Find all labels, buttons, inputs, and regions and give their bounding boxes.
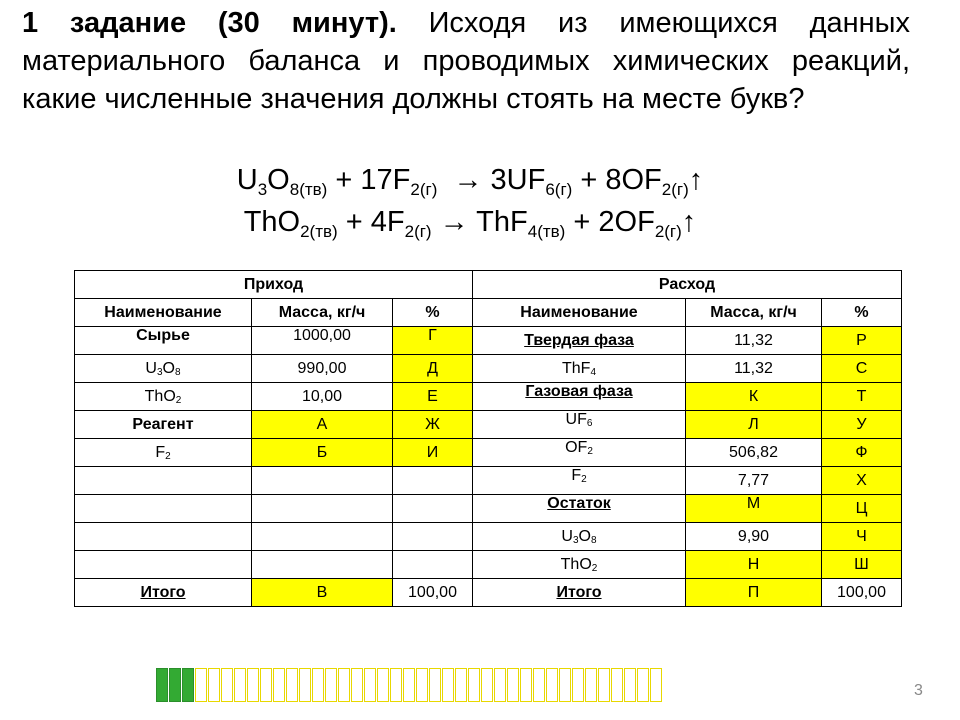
cell-mass: Н (686, 551, 822, 579)
progress-cell (598, 668, 610, 702)
cell-name (473, 523, 686, 551)
cell-mass: 1000,00 (252, 327, 393, 355)
progress-cell (221, 668, 233, 702)
eq-part: + 2OF (565, 206, 655, 238)
cell-pct: С (822, 355, 902, 383)
task-text (22, 4, 910, 118)
cell-mass: 10,00 (252, 383, 393, 411)
formula-sub: 2 (591, 562, 598, 574)
progress-cell (572, 668, 584, 702)
progress-cell (494, 668, 506, 702)
progress-cell (520, 668, 532, 702)
cell-mass: 9,90 (686, 523, 822, 551)
cell-mass: 7,77 (686, 467, 822, 495)
formula-sub: 8 (591, 534, 597, 546)
cell-name (473, 467, 686, 495)
equation-uranium (0, 162, 950, 198)
eq-part: O (267, 164, 290, 196)
progress-cell (585, 668, 597, 702)
progress-cell (351, 668, 363, 702)
progress-cell (260, 668, 272, 702)
formula-part: U (145, 359, 157, 377)
table-row (75, 355, 902, 383)
progress-cell (195, 668, 207, 702)
cell-mass: М (686, 495, 822, 523)
cell-empty (75, 551, 252, 579)
formula-sub: 3 (156, 366, 163, 378)
eq-sub: 2(г) (404, 222, 432, 241)
cell-mass: А (252, 411, 393, 439)
cell-name: Газовая фаза (473, 383, 686, 411)
formula-sub: 8 (175, 366, 181, 378)
formula-part: F (571, 467, 582, 484)
cell-empty (252, 467, 393, 495)
progress-cell (377, 668, 389, 702)
progress-cell (208, 668, 220, 702)
eq-part: + 8OF (572, 164, 662, 196)
eq-part: → 3UF (437, 164, 546, 196)
eq-sub: 2(г) (661, 180, 689, 199)
formula-sub: 3 (572, 534, 579, 546)
cell-pct: Ш (822, 551, 902, 579)
cell-mass: Л (686, 411, 822, 439)
table-total-row (75, 579, 902, 607)
col-name: Наименование (75, 299, 252, 327)
cell-name (473, 411, 686, 439)
cell-pct: И (393, 439, 473, 467)
formula-part: F (155, 443, 166, 461)
formula-part: OF (565, 439, 588, 456)
progress-cell (637, 668, 649, 702)
eq-part: + 17F (327, 164, 411, 196)
formula-sub: 6 (586, 418, 593, 429)
progress-cell (273, 668, 285, 702)
progress-cell (611, 668, 623, 702)
cell-pct: Р (822, 327, 902, 355)
progress-cell (455, 668, 467, 702)
progress-cell (182, 668, 194, 702)
table-row (75, 495, 902, 523)
progress-cell (390, 668, 402, 702)
progress-cell (312, 668, 324, 702)
progress-cell (533, 668, 545, 702)
cell-empty (75, 495, 252, 523)
cell-pct: Т (822, 383, 902, 411)
equation-thorium (0, 204, 950, 240)
cell-pct: Ж (393, 411, 473, 439)
table-row (75, 383, 902, 411)
eq-part: ThO (243, 206, 301, 238)
cell-name (75, 383, 252, 411)
eq-sub: 2(г) (410, 180, 438, 199)
progress-cell (286, 668, 298, 702)
cell-mass: Б (252, 439, 393, 467)
cell-mass: К (686, 383, 822, 411)
eq-sub: 3 (257, 180, 268, 199)
page-number: 3 (914, 682, 923, 699)
cell-name: Реагент (75, 411, 252, 439)
table-row (75, 411, 902, 439)
progress-cell (416, 668, 428, 702)
cell-name: Сырье (75, 327, 252, 355)
eq-sub: 8(тв) (289, 180, 328, 199)
eq-part: U (236, 164, 258, 196)
cell-pct: Ц (822, 495, 902, 523)
table-row (75, 523, 902, 551)
progress-cell (169, 668, 181, 702)
eq-sub: 2(г) (654, 222, 682, 241)
table-row (75, 327, 902, 355)
progress-cell (156, 668, 168, 702)
progress-cell (325, 668, 337, 702)
col-mass: Масса, кг/ч (686, 299, 822, 327)
cell-empty (75, 523, 252, 551)
col-pct: % (393, 299, 473, 327)
cell-pct: Г (393, 327, 473, 355)
progress-cell (403, 668, 415, 702)
cell-name (473, 551, 686, 579)
cell-name (473, 439, 686, 467)
progress-cell (624, 668, 636, 702)
total-label: Итого (75, 579, 252, 607)
formula-sub: 4 (590, 366, 596, 378)
progress-cell (442, 668, 454, 702)
cell-empty (252, 551, 393, 579)
total-pct: 100,00 (393, 579, 473, 607)
eq-sub: 4(тв) (527, 222, 566, 241)
cell-pct: Х (822, 467, 902, 495)
cell-name (473, 355, 686, 383)
col-mass: Масса, кг/ч (252, 299, 393, 327)
formula-part: ThO (144, 387, 176, 405)
progress-cell (546, 668, 558, 702)
progress-cell (429, 668, 441, 702)
progress-cell (247, 668, 259, 702)
progress-cell (364, 668, 376, 702)
cell-empty (252, 523, 393, 551)
table-row (75, 439, 902, 467)
cell-pct: У (822, 411, 902, 439)
task-label: 1 задание (30 минут). (22, 7, 397, 39)
cell-empty (393, 551, 473, 579)
eq-sub: 2(тв) (300, 222, 338, 241)
cell-name (75, 355, 252, 383)
cell-mass: 506,82 (686, 439, 822, 467)
cell-name (75, 439, 252, 467)
formula-part: ThF (561, 359, 591, 377)
table-row (75, 551, 902, 579)
table-row (75, 467, 902, 495)
cell-pct: Д (393, 355, 473, 383)
formula-sub: 2 (165, 450, 171, 462)
slide-progress-bar (156, 668, 663, 704)
cell-pct: Е (393, 383, 473, 411)
formula-sub: 2 (587, 446, 593, 457)
total-mass: П (686, 579, 822, 607)
formula-part: U (561, 527, 573, 545)
material-balance-table (74, 270, 902, 607)
cell-name: Твердая фаза (473, 327, 686, 355)
formula-part: ThO (560, 555, 592, 573)
table-header-row (75, 271, 902, 299)
formula-part: O (578, 527, 591, 545)
formula-part: UF (565, 411, 587, 428)
total-pct: 100,00 (822, 579, 902, 607)
progress-cell (468, 668, 480, 702)
cell-pct: Ч (822, 523, 902, 551)
progress-cell (338, 668, 350, 702)
up-arrow-icon: ↑ (688, 164, 704, 196)
cell-pct: Ф (822, 439, 902, 467)
cell-name: Остаток (473, 495, 686, 523)
progress-cell (559, 668, 571, 702)
eq-part: + 4F (337, 206, 405, 238)
cell-empty (252, 495, 393, 523)
eq-sub: 6(г) (545, 180, 573, 199)
total-mass: В (252, 579, 393, 607)
cell-mass: 11,32 (686, 355, 822, 383)
task-question: Исходя из имеющихся данных материального баланса и проводимых химических реакций, какие численные значения должны стоять на месте букв? (22, 7, 910, 115)
cell-empty (393, 523, 473, 551)
col-pct: % (822, 299, 902, 327)
formula-part: O (162, 359, 175, 377)
cell-empty (393, 495, 473, 523)
total-label: Итого (473, 579, 686, 607)
progress-cell (299, 668, 311, 702)
cell-empty (75, 467, 252, 495)
cell-empty (393, 467, 473, 495)
progress-cell (234, 668, 246, 702)
table-column-row (75, 299, 902, 327)
header-income: Приход (75, 271, 473, 299)
cell-mass: 990,00 (252, 355, 393, 383)
eq-part: → ThF (431, 206, 528, 238)
progress-cell (481, 668, 493, 702)
progress-cell (507, 668, 519, 702)
cell-mass: 11,32 (686, 327, 822, 355)
col-name: Наименование (473, 299, 686, 327)
formula-sub: 2 (175, 394, 182, 406)
formula-sub: 2 (581, 474, 587, 485)
up-arrow-icon: ↑ (681, 206, 697, 238)
progress-cell (650, 668, 662, 702)
header-expense: Расход (473, 271, 902, 299)
